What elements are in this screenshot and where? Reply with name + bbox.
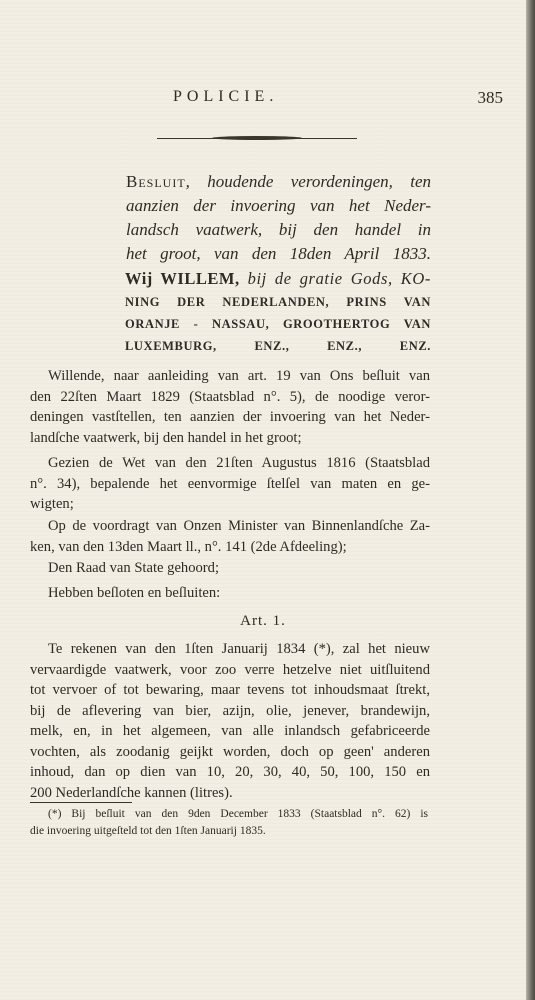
ornament-thick-line — [212, 136, 302, 140]
decree-title-line: landsch vaatwerk, bij den handel in — [126, 220, 431, 239]
text-line: bij de aflevering van bier, azijn, olie, jenever, brandewijn, — [30, 702, 430, 719]
decree-title-line: aanzien der invoering van het Neder- — [126, 196, 431, 215]
footnote-line: (*) Bij beſluit van den 9den December 1833 (Staatsblad n°. 62) is — [48, 808, 428, 820]
paragraph-gezien — [30, 453, 430, 515]
paragraph-hebben — [30, 583, 430, 604]
text-line: deningen vastſtellen, ten aanzien der invoering van het Neder- — [30, 409, 430, 425]
royal-preamble — [125, 267, 431, 357]
page-edge — [526, 0, 535, 1000]
text-line: 200 Nederlandſche kannen (litres). — [30, 784, 233, 801]
text-line: den 22ſten Maart 1829 (Staatsblad n°. 5), de noodige veror- — [30, 388, 430, 405]
decree-title-line: het groot, van den 18den April 1833. — [126, 244, 431, 263]
paragraph-voordragt — [30, 516, 430, 557]
article-heading: Art. 1. — [240, 613, 286, 629]
royal-title-line: ORANJE - NASSAU, GROOTHERTOG VAN — [125, 317, 431, 331]
decree-title-lead: Besluit — [126, 172, 186, 191]
paragraph-raad — [30, 558, 430, 579]
text-line: Hebben beſloten en beſluiten: — [48, 585, 221, 601]
text-line: Willende, naar aanleiding van art. 19 van Ons beſluit van — [48, 368, 430, 384]
text-line: Gezien de Wet van den 21ſten Augustus 1816 (Staatsblad — [48, 455, 430, 471]
running-title: POLICIE. — [173, 88, 279, 105]
royal-title-line: LUXEMBURG, ENZ., ENZ., ENZ. — [125, 339, 431, 353]
text-line: ken, van den 13den Maart ll., n°. 141 (2de Afdeeling); — [30, 538, 347, 555]
text-line: vervaardigde vaatwerk, voor zoo verre hetzelve niet uitſluitend — [30, 661, 430, 678]
text-line: tot vervoer of tot bewaring, maar tevens tot inhoudsmaat ſtrekt, — [30, 682, 430, 698]
footnote-line: die invoering uitgeſteld tot den 1ſten Januarij 1835. — [30, 825, 266, 837]
text-line: Den Raad van State gehoord; — [48, 560, 220, 576]
footnote-rule — [30, 802, 132, 803]
text-line: inhoud, dan op dien van 10, 20, 30, 40, 50, 100, 150 en — [30, 764, 430, 780]
text-line: melk, en, in het algemeen, van alle inlandsch gefabriceerde — [30, 723, 430, 739]
royal-title-line: NING DER NEDERLANDEN, PRINS VAN — [125, 295, 431, 309]
ornamental-rule — [157, 136, 357, 142]
text-line: Op de voordragt van Onzen Minister van Binnenlandſche Za- — [48, 518, 430, 534]
footnote — [30, 806, 428, 840]
text-line: wigten; — [30, 496, 74, 512]
page-number: 385 — [477, 88, 503, 107]
text-line: landſche vaatwerk, bij den handel in het groot; — [30, 429, 302, 446]
paragraph-article-1 — [30, 639, 430, 803]
text-line: n°. 34), bepalende het eenvormige ſtelſel van maten en ge- — [30, 475, 430, 492]
decree-title-line: , houdende verordeningen, ten — [185, 172, 431, 191]
text-line: Te rekenen van den 1ſten Januarij 1834 (*), zal het nieuw — [48, 641, 430, 657]
page-header — [173, 88, 503, 112]
paragraph-willende — [30, 366, 430, 448]
royal-name: Wij WILLEM, — [125, 269, 240, 288]
royal-title-rest: bij de gratie Gods, KO- — [247, 269, 431, 288]
decree-title — [126, 170, 431, 266]
text-line: vochten, als zoodanig geijkt worden, doch op geen' anderen — [30, 743, 430, 760]
